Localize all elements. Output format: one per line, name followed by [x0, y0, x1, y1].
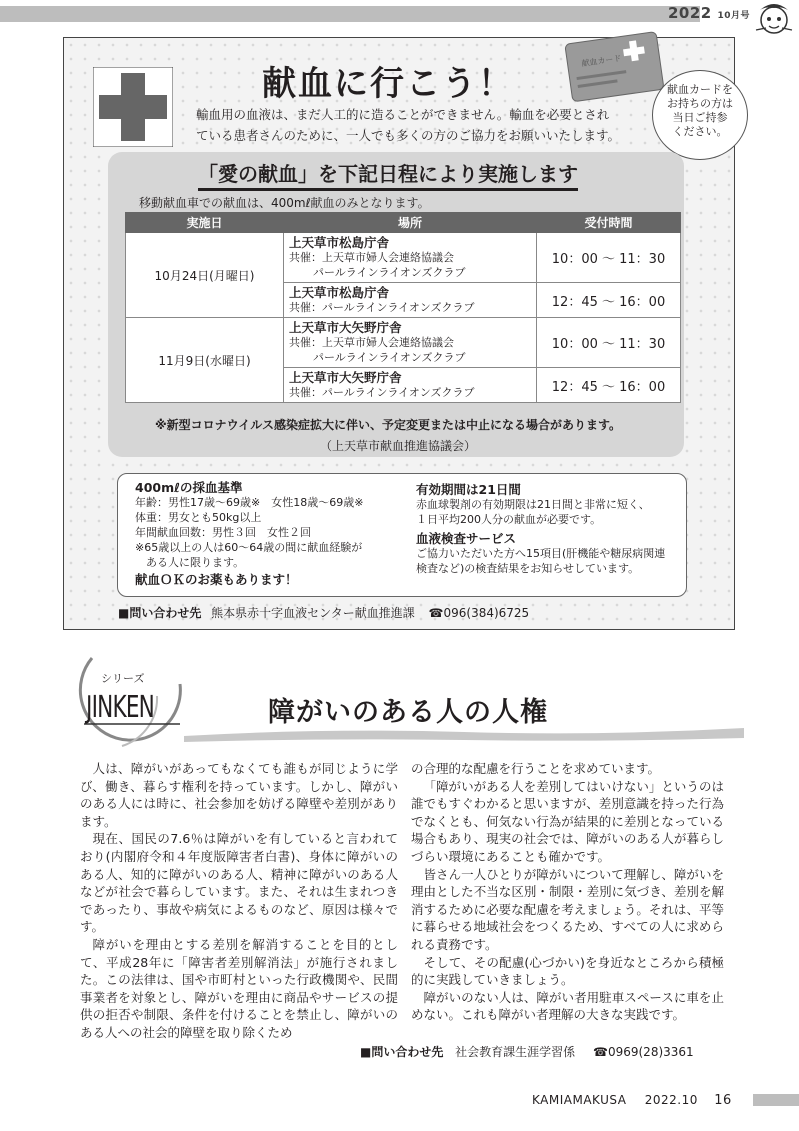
validity-heading: 有効期間は21日間: [416, 482, 521, 497]
article-paragraph: そして、その配慮(心づかい)を身近なところから積極的に実践していきましょう。: [411, 954, 724, 988]
schedule-place: [284, 368, 537, 403]
footer-band: [753, 1094, 799, 1106]
header-place: 場所: [284, 213, 537, 233]
bubble-line-4: ください。: [672, 125, 728, 138]
article-column-1: [80, 760, 398, 1042]
jinken-contact: [360, 1043, 694, 1060]
card-bubble: [652, 70, 748, 160]
red-cross-icon: [93, 67, 173, 147]
issue-month: 10月号: [717, 11, 751, 21]
schedule-date: 10月24日(月曜日): [126, 233, 284, 318]
place-name: 上天草市大矢野庁舎: [289, 370, 402, 385]
contact-tel: ☎096(384)6725: [428, 606, 530, 620]
info-box: [117, 473, 687, 597]
bubble-line-3: 当日ご持参: [672, 111, 728, 124]
article-paragraph: 障がいのない人は、障がい者用駐車スペースに車を止めない。これも障がい者理解の大きな実践です。: [411, 989, 724, 1023]
article-paragraph: 人は、障がいがあってもなくても誰もが同じように学び、働き、暮らす権利を持っています。しかし、障がいのある人には時に、社会参加を妨げる障壁や差別があります。: [80, 761, 398, 829]
table-row: [126, 233, 681, 283]
medicine-ok: 献血ＯＫのお薬もあります！: [135, 572, 298, 587]
validity-line: 赤血球製剤の有効期限は21日間と非常に短く、: [416, 498, 650, 511]
card-label: 献血カード: [581, 53, 622, 69]
schedule-date: 11月9日(水曜日): [126, 318, 284, 403]
schedule-place: [284, 283, 537, 318]
article-paragraph: 「障がいがある人を差別してはいけない」というのは誰でもすぐわかると思いますが、差別意識を持った行為でなくとも、何気ない行為が結果的に差別となっている場合もあり、現実の社会では、障がいのある人が暮らしづらい環境にあることも確かです。: [411, 778, 724, 864]
intro-line-2: ている患者さんのために、一人でも多くの方のご協力をお願いいたします。: [196, 128, 621, 143]
article-continuation: の合理的な配慮を行うことを求めています。: [411, 761, 661, 776]
article-paragraph: 障がいを理由とする差別を解消することを目的として、平成28年に「障害者差別解消法」が施行されました。この法律は、国や市町村といった行政機関や、民間事業者を対象とし、障がいを理由に商品やサービスの提供の拒否や制限、条件を付けることを禁止し、障がいのある人への社会的障壁を取り除くため: [80, 936, 398, 1040]
schedule-note: 移動献血車での献血は、400mℓ献血のみとなります。: [139, 196, 430, 210]
contact-label: ■問い合わせ先: [360, 1045, 444, 1059]
criteria-line: 体重：男女とも50kg以上: [135, 511, 262, 524]
criteria-block: [135, 480, 420, 587]
issue-label: [668, 4, 750, 22]
top-band: [0, 6, 700, 22]
header-time: 受付時間: [537, 213, 681, 233]
schedule-title: 「愛の献血」を下記日程により実施します: [198, 158, 578, 191]
mascot-icon: [748, 0, 796, 40]
top-bar: [0, 0, 799, 28]
place-org: 共催：パールラインライオンズクラブ: [289, 301, 475, 314]
magazine-name: KAMIAMAKUSA: [532, 1093, 627, 1107]
contact-label: ■問い合わせ先: [118, 606, 202, 620]
place-name: 上天草市大矢野庁舎: [289, 320, 402, 335]
schedule-place: [284, 318, 537, 368]
brush-stroke: [184, 724, 744, 744]
contact-org: 社会教育課生涯学習係: [455, 1045, 576, 1059]
issue-year: 2022: [668, 4, 712, 22]
jinken-title: 障がいのある人の人権: [268, 697, 548, 728]
criteria-line: ある人に限ります。: [135, 556, 245, 569]
donation-intro: [196, 104, 626, 146]
schedule-time: 12：45 ～ 16：00: [537, 368, 681, 403]
table-row: [126, 318, 681, 368]
place-org: 共催：上天草市婦人会連絡協議会: [289, 336, 454, 349]
place-name: 上天草市松島庁舎: [289, 235, 390, 250]
criteria-line: 年齢：男性17歳～69歳※ 女性18歳～69歳※: [135, 496, 364, 509]
organizer-note: （上天草市献血推進協議会）: [320, 439, 477, 453]
intro-line-1: 輸血用の血液は、まだ人工的に造ることができません。輸血を必要とされ: [196, 107, 610, 122]
place-org: 共催：パールラインライオンズクラブ: [289, 386, 475, 399]
series-label: シリーズ: [101, 672, 145, 685]
donor-card-icon: [560, 24, 665, 104]
article-paragraph: 現在、国民の7.6％は障がいを有していると言われており(内閣府令和４年度版障害者白書)、身体に障がいのある人、知的に障がいのある人、精神に障がいのある人などが社会で暮らしています。また、それは生まれつきであったり、事故や病気によるものなど、原因は様々です。: [80, 831, 398, 935]
test-line: ご協力いただいた方へ15項目(肝機能や糖尿病関連: [416, 547, 666, 560]
header-date: 実施日: [126, 213, 284, 233]
place-org: 共催：上天草市婦人会連絡協議会: [289, 251, 454, 264]
covid-warning: ※新型コロナウイルス感染症拡大に伴い、予定変更または中止になる場合があります。: [155, 418, 621, 432]
article-paragraph: 皆さん一人ひとりが障がいについて理解し、障がいを理由とした不当な区別・制限・差別に気づき、差別を解消するために必要な配慮を考えましょう。それは、平等に暮らせる地域社会をつくるため、すべての人に求められる責務です。: [411, 866, 724, 952]
place-org: パールラインライオンズクラブ: [313, 351, 466, 364]
place-name: 上天草市松島庁舎: [289, 285, 390, 300]
schedule-time: 10：00 ～ 11：30: [537, 318, 681, 368]
bubble-line-2: お持ちの方は: [667, 97, 733, 110]
page-number: 16: [714, 1093, 732, 1108]
schedule-time: 10：00 ～ 11：30: [537, 233, 681, 283]
schedule-table: [125, 212, 681, 403]
criteria-line: ※65歳以上の人は60～64歳の間に献血経験が: [135, 541, 363, 554]
validity-block: [416, 482, 681, 576]
criteria-line: 年間献血回数：男性３回 女性２回: [135, 526, 311, 539]
place-org: パールラインライオンズクラブ: [313, 266, 466, 279]
validity-line: １日平均200人分の献血が必要です。: [416, 513, 602, 526]
jinken-logo-text: JINKEN: [86, 690, 155, 725]
page-footer: [532, 1093, 732, 1108]
donation-contact: [118, 604, 529, 621]
contact-tel: ☎0969(28)3361: [593, 1045, 694, 1059]
schedule-place: [284, 233, 537, 283]
article-column-2: [411, 760, 724, 1024]
donation-title: 献血に行こう！: [262, 64, 514, 104]
footer-issue: 2022.10: [644, 1093, 698, 1107]
schedule-time: 12：45 ～ 16：00: [537, 283, 681, 318]
table-header-row: [126, 213, 681, 233]
test-line: 検査など)の検査結果をお知らせしています。: [416, 562, 640, 575]
test-heading: 血液検査サービス: [416, 531, 517, 546]
contact-org: 熊本県赤十字血液センター献血推進課: [211, 606, 415, 620]
bubble-line-1: 献血カードを: [667, 83, 733, 96]
criteria-heading: 400mℓの採血基準: [135, 480, 243, 495]
